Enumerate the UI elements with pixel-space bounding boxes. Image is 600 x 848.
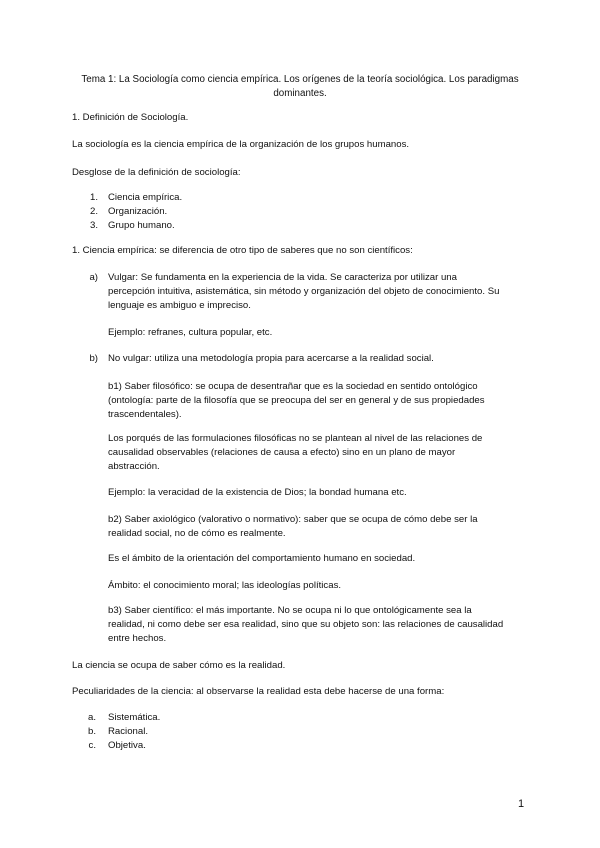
list-marker: c.	[88, 740, 96, 751]
list-marker: 2.	[89, 206, 98, 217]
list-item-text: Sistemática.	[108, 712, 161, 723]
b3-line-3: entre hechos.	[108, 633, 167, 644]
list-item-text: Ciencia empírica.	[108, 192, 183, 203]
b1-example: Ejemplo: la veracidad de la existencia de Dios; la bondad humana etc.	[108, 487, 407, 498]
b2-line-2: realidad social, no de cómo es realmente.	[108, 528, 286, 539]
breakdown-intro: Desglose de la definición de sociología:	[72, 167, 241, 178]
ciencia-realidad: La ciencia se ocupa de saber cómo es la realidad.	[72, 660, 286, 671]
b1-line-1: b1) Saber filosófico: se ocupa de desentrañar que es la sociedad en sentido ontológico	[108, 381, 478, 392]
vulgar-example: Ejemplo: refranes, cultura popular, etc.	[108, 327, 273, 338]
list-item-text: Racional.	[108, 726, 148, 737]
no-vulgar-text: No vulgar: utiliza una metodología propia para acercarse a la realidad social.	[108, 353, 434, 364]
b3-line-2: realidad, ni como debe ser esa realidad, sino que su objeto son: las relaciones de causalidad	[108, 619, 504, 630]
ciencia-empirica-heading: 1. Ciencia empírica: se diferencia de otro tipo de saberes que no son científicos:	[72, 245, 413, 256]
vulgar-line-3: lenguaje es ambiguo e impreciso.	[108, 300, 251, 311]
b3-line-1: b3) Saber científico: el más importante. No se ocupa ni lo que ontológicamente sea la	[108, 605, 472, 616]
list-marker: b.	[87, 726, 96, 737]
page-number: 1	[518, 798, 525, 810]
list-marker: a)	[89, 272, 98, 283]
b2-line-1: b2) Saber axiológico (valorativo o normativo): saber que se ocupa de cómo debe ser la	[108, 514, 478, 525]
list-marker: 3.	[89, 220, 98, 231]
list-item-text: Grupo humano.	[108, 220, 175, 231]
section-heading: 1. Definición de Sociología.	[72, 112, 189, 123]
vulgar-line-2: percepción intuitiva, asistemática, sin método y organización del objeto de conocimiento. Su	[108, 286, 500, 297]
page-title: Tema 1: La Sociología como ciencia empírica. Los orígenes de la teoría sociológica. Los paradigmas dominantes.	[81, 74, 519, 99]
list-item-text: Objetiva.	[108, 740, 146, 751]
peculiaridades-intro: Peculiaridades de la ciencia: al observarse la realidad esta debe hacerse de una forma:	[72, 686, 445, 697]
porques-line-1: Los porqués de las formulaciones filosóficas no se plantean al nivel de las relaciones de	[108, 433, 483, 444]
list-marker: b)	[89, 353, 98, 364]
b1-line-2: (ontología: parte de la filosofía que se preocupa del ser en general y de sus propiedades	[108, 395, 485, 406]
b2-ambito-text: Es el ámbito de la orientación del comportamiento humano en sociedad.	[108, 553, 416, 564]
list-item-text: Organización.	[108, 206, 168, 217]
porques-line-3: abstracción.	[108, 461, 160, 472]
list-marker: a.	[87, 712, 96, 723]
vulgar-line-1: Vulgar: Se fundamenta en la experiencia de la vida. Se caracteriza por utilizar una	[108, 272, 457, 283]
b2-ambito: Ámbito: el conocimiento moral; las ideologías políticas.	[108, 580, 342, 591]
definition-paragraph: La sociología es la ciencia empírica de la organización de los grupos humanos.	[72, 139, 410, 150]
b1-line-3: trascendentales).	[108, 409, 182, 420]
list-marker: 1.	[89, 192, 98, 203]
porques-line-2: causalidad observables (relaciones de causa a efecto) sino en un plano de mayor	[108, 447, 456, 458]
